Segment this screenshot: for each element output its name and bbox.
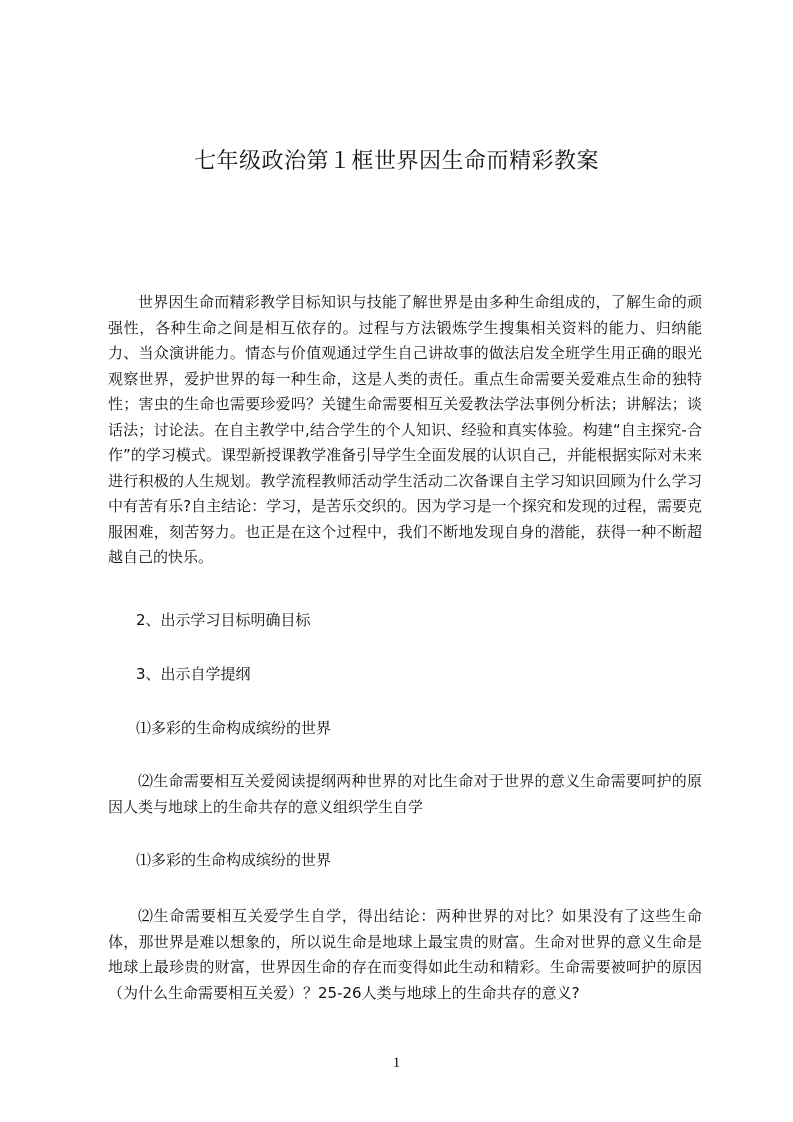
sub-item-2: ⑵生命需要相互关爱阅读提纲两种世界的对比生命对于世界的意义生命需要呵护的原因人类与地球上的生命共存的意义组织学生自学 bbox=[108, 772, 702, 816]
list-item-3: 3、出示自学提纲 bbox=[136, 665, 251, 683]
document-title: 七年级政治第１框世界因生命而精彩教案 bbox=[193, 149, 599, 174]
sub-item-1-repeat: ⑴多彩的生命构成缤纷的世界 bbox=[136, 851, 332, 869]
page-number: 1 bbox=[392, 1055, 401, 1071]
sub-item-1: ⑴多彩的生命构成缤纷的世界 bbox=[136, 719, 332, 737]
sub-item-2-detail: ⑵生命需要相互关爱学生自学，得出结论：两种世界的对比？如果没有了这些生命体，那世界是难以想象的，所以说生命是地球上最宝贵的财富。生命对世界的意义生命是地球上最珍贵的财富，世界因生命的存在而变得如此生动和精彩。生命需要被呵护的原因（为什么生命需要相互关爱）？25-26人类与地球上的生命共存的意义? bbox=[108, 907, 702, 1002]
list-item-2: 2、出示学习目标明确目标 bbox=[136, 611, 311, 629]
intro-paragraph: 世界因生命而精彩教学目标知识与技能了解世界是由多种生命组成的，了解生命的顽强性，各种生命之间是相互依存的。过程与方法锻炼学生搜集相关资料的能力、归纳能力、当众演讲能力。情态与价值观通过学生自己讲故事的做法启发全班学生用正确的眼光观察世界，爱护世界的每一种生命，这是人类的责任。重点生命需要关爱难点生命的独特性；害虫的生命也需要珍爱吗？关键生命需要相互关爱教法学法事例分析法；讲解法；谈话法；讨论法。在自主教学中,结合学生的个人知识、经验和真实体验。构建“自主探究-合作”的学习模式。课型新授课教学准备引导学生全面发展的认识自己，并能根据实际对未来进行积极的人生规划。教学流程教师活动学生活动二次备课自主学习知识回顾为什么学习中有苦有乐?自主结论：学习，是苦乐交织的。因为学习是一个探究和发现的过程，需要克服困难，刻苦努力。也正是在这个过程中，我们不断地发现自身的潜能，获得一种不断超越自己的快乐。 bbox=[108, 293, 702, 566]
